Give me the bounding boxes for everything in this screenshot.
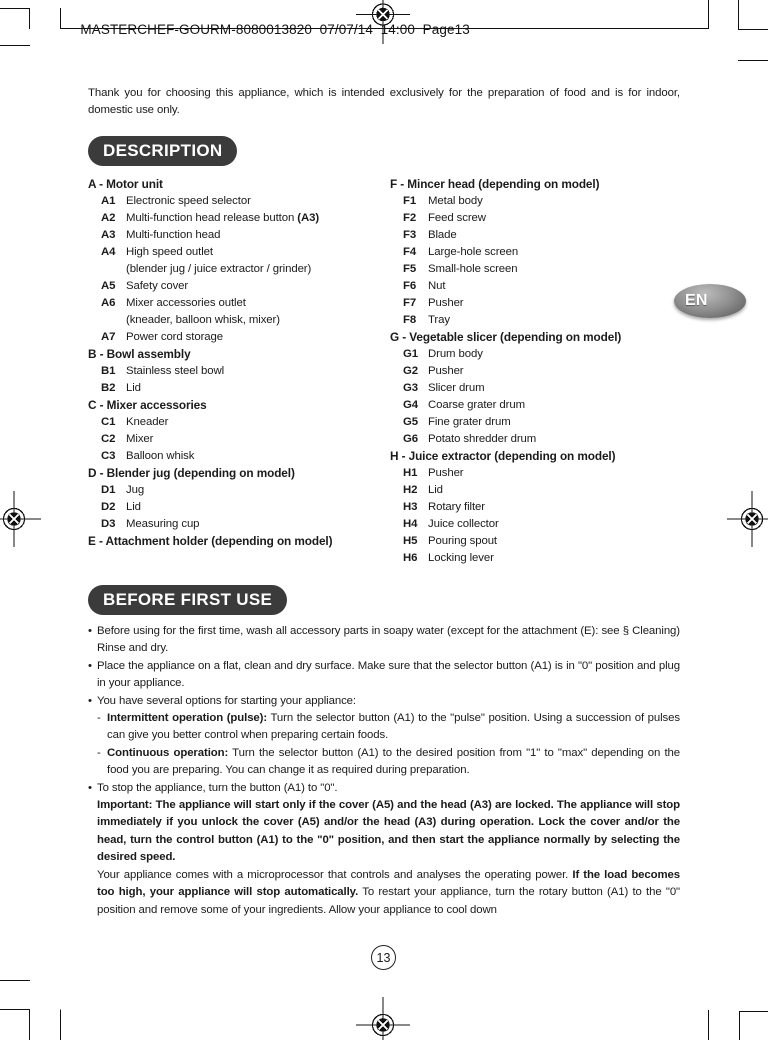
parts-item [88, 380, 390, 397]
parts-item-label: Electronic speed selector [126, 195, 251, 207]
parts-item-label: Mixer [126, 433, 154, 445]
parts-item-number: H5 [403, 535, 418, 547]
parts-item-number: A2 [101, 212, 116, 224]
parts-item-label: Tray [428, 314, 450, 326]
parts-section-title: C - Mixer accessories [88, 398, 207, 412]
parts-item-number: A5 [101, 280, 116, 292]
instructions [88, 623, 680, 919]
parts-item-label: Coarse grater drum [428, 399, 525, 411]
parts-section-title: A - Motor unit [88, 177, 163, 191]
registration-mark-icon [727, 491, 768, 547]
parts-item-number: G2 [403, 365, 418, 377]
parts-item-label: Pusher [428, 297, 464, 309]
parts-item [390, 295, 688, 312]
instruction-paragraph [88, 780, 680, 797]
parts-item-number: B1 [101, 365, 116, 377]
instruction-paragraph [97, 745, 680, 780]
parts-item [390, 533, 688, 550]
bullet-marker: - [97, 746, 101, 759]
instruction-text: To stop the appliance, turn the button (A1) to "0". [97, 781, 338, 794]
parts-item-number: D1 [101, 484, 116, 496]
instruction-text: Before using for the first time, wash all accessory parts in soapy water (except for the attachment (E): see § Cleaning) Rinse and dry. [97, 625, 680, 655]
parts-item [88, 516, 390, 533]
parts-item [390, 482, 688, 499]
parts-item-label: Lid [126, 501, 141, 513]
parts-item [88, 431, 390, 448]
parts-item-number: A1 [101, 195, 116, 207]
parts-item [390, 193, 688, 210]
parts-item-number: H2 [403, 484, 418, 496]
parts-item-number: D3 [101, 518, 116, 530]
parts-item [390, 278, 688, 295]
bullet-marker: • [88, 625, 92, 637]
parts-section-title: D - Blender jug (depending on model) [88, 466, 295, 480]
parts-item [88, 244, 390, 278]
parts-item-number: G3 [403, 382, 418, 394]
parts-column-right [390, 176, 688, 567]
instruction-text: Continuous operation: Turn the selector button (A1) to the desired position from "1" to "max" depending on the food you are preparing. You can change it as required during preparation. [107, 746, 680, 777]
parts-item [390, 550, 688, 567]
parts-item-label: Safety cover [126, 280, 189, 292]
parts-item-number: A7 [101, 331, 116, 343]
parts-item-label: Mixer accessories outlet (kneader, balloon whisk, mixer) [126, 297, 390, 329]
parts-item-number: H4 [403, 518, 418, 530]
section-heading-before-first-use [88, 585, 287, 615]
parts-item [88, 448, 390, 465]
parts-section-title: B - Bowl assembly [88, 347, 191, 361]
parts-item-number: A6 [101, 297, 116, 309]
parts-item [390, 414, 688, 431]
instruction-text: Your appliance comes with a microprocessor that controls and analyses the operating power. If the load becomes too high, your appliance will stop automatically. To restart your appliance, turn the rotary button (A1) to the "0" position and remove some of your ingredients. Allow your appliance to cool down [97, 868, 681, 916]
parts-item-label: Nut [428, 280, 446, 292]
parts-item-label: Juice collector [428, 518, 499, 530]
parts-item-number: B2 [101, 382, 116, 394]
parts-item-number: G4 [403, 399, 418, 411]
language-badge-label: EN [685, 292, 708, 309]
registration-mark-icon [0, 491, 41, 547]
parts-item [390, 499, 688, 516]
parts-item [390, 261, 688, 278]
parts-item-number: C1 [101, 416, 116, 428]
instruction-text: Important: The appliance will start only if the cover (A5) and the head (A3) are locked. The appliance will stop immediately if you unlock the cover (A5) and/or the head (A3) during operation. Lock the cover and/or the head, turn the control button (A1) to the "0" position, and then start the appliance normally by selecting the desired speed. [97, 799, 680, 864]
parts-item-number: D2 [101, 501, 116, 513]
section-heading-label: BEFORE FIRST USE [103, 590, 273, 609]
parts-item-label: Feed screw [428, 212, 486, 224]
page-number-badge [371, 945, 396, 970]
parts-item-label: Locking lever [428, 552, 494, 564]
parts-item-label: Lid [126, 382, 141, 394]
parts-item [88, 414, 390, 431]
parts-item-label: Measuring cup [126, 518, 200, 530]
parts-section-title: G - Vegetable slicer (depending on model) [390, 330, 622, 344]
parts-item-label: Pouring spout [428, 535, 497, 547]
instruction-paragraph [97, 867, 680, 919]
parts-item [390, 397, 688, 414]
parts-item-label: Slicer drum [428, 382, 485, 394]
page-number-label: 13 [376, 950, 391, 965]
parts-item [390, 380, 688, 397]
parts-item-number: F2 [403, 212, 417, 224]
instruction-paragraph [88, 623, 680, 658]
parts-item-label: Pusher [428, 365, 464, 377]
parts-item-label: Lid [428, 484, 443, 496]
parts-section-title: H - Juice extractor (depending on model) [390, 449, 616, 463]
language-badge [674, 284, 746, 318]
parts-item-label: Drum body [428, 348, 483, 360]
parts-item-number: C3 [101, 450, 116, 462]
parts-item-note: (kneader, balloon whisk, mixer) [126, 314, 280, 326]
parts-item [88, 227, 390, 244]
parts-item-label: Stainless steel bowl [126, 365, 225, 377]
parts-item [88, 329, 390, 346]
bullet-marker: - [97, 712, 101, 725]
parts-item-number: F5 [403, 263, 417, 275]
parts-item [390, 312, 688, 329]
parts-item-label: Fine grater drum [428, 416, 511, 428]
instruction-paragraph [88, 693, 680, 710]
parts-item-label: Metal body [428, 195, 483, 207]
parts-item-label: Pusher [428, 467, 464, 479]
parts-item-number: H1 [403, 467, 418, 479]
parts-item-number: A4 [101, 246, 116, 258]
parts-item [88, 482, 390, 499]
registration-mark-icon [356, 997, 410, 1040]
parts-item-label: High speed outlet (blender jug / juice extractor / grinder) [126, 246, 390, 278]
parts-item-number: F8 [403, 314, 417, 326]
parts-section-title: F - Mincer head (depending on model) [390, 177, 600, 191]
section-heading-label: DESCRIPTION [103, 141, 223, 160]
parts-item-number: F4 [403, 246, 417, 258]
parts-item-label: Blade [428, 229, 457, 241]
parts-item-note: (blender jug / juice extractor / grinder) [126, 263, 312, 275]
parts-item-number: F6 [403, 280, 417, 292]
parts-item-label: Multi-function head [126, 229, 221, 241]
parts-item-label: Large-hole screen [428, 246, 519, 258]
parts-item-number: G6 [403, 433, 418, 445]
bullet-marker: • [88, 659, 92, 672]
parts-item [390, 516, 688, 533]
parts-list [88, 176, 688, 567]
instruction-paragraph [97, 710, 680, 745]
parts-item-label: Small-hole screen [428, 263, 518, 275]
parts-item-label: Rotary filter [428, 501, 485, 513]
instruction-text: You have several options for starting your appliance: [97, 694, 356, 707]
parts-column-left [88, 176, 390, 567]
parts-item [88, 278, 390, 295]
print-header-text: MASTERCHEF-GOURM-8080013820 07/07/14 14:00 Page13 [80, 22, 470, 37]
parts-item [88, 210, 390, 227]
parts-item [390, 227, 688, 244]
parts-item-number: F7 [403, 297, 417, 309]
intro-paragraph: Thank you for choosing this appliance, which is intended exclusively for the preparation of food and is for indoor, domestic use only. [88, 87, 680, 116]
parts-item-number: F3 [403, 229, 417, 241]
parts-item [390, 363, 688, 380]
parts-item [88, 363, 390, 380]
parts-item [88, 499, 390, 516]
instruction-text: Place the appliance on a flat, clean and dry surface. Make sure that the selector button (A1) is in "0" position and plug in your appliance. [97, 659, 680, 690]
parts-item-number: C2 [101, 433, 116, 445]
parts-item-label: Balloon whisk [126, 450, 195, 462]
instruction-paragraph [97, 797, 680, 867]
parts-item [390, 431, 688, 448]
parts-item-label: Potato shredder drum [428, 433, 537, 445]
print-header [65, 7, 705, 37]
parts-item-label: Multi-function head release button (A3) [126, 212, 320, 224]
parts-item [390, 244, 688, 261]
parts-item-number: G1 [403, 348, 418, 360]
instruction-text: Intermittent operation (pulse): Turn the selector button (A1) to the "pulse" position. Using a succession of pulses can give you better control when preparing certain foods. [107, 712, 680, 742]
parts-item-number: F1 [403, 195, 417, 207]
bullet-marker: • [88, 694, 92, 707]
parts-item [390, 465, 688, 482]
section-heading-description [88, 136, 237, 166]
parts-item [390, 210, 688, 227]
bullet-marker: • [88, 781, 92, 794]
parts-item [88, 295, 390, 329]
instruction-paragraph [88, 658, 680, 693]
parts-item-label: Kneader [126, 416, 169, 428]
parts-item-number: G5 [403, 416, 418, 428]
parts-item-number: H3 [403, 501, 418, 513]
parts-section-title: E - Attachment holder (depending on model) [88, 534, 333, 548]
parts-item-label: Jug [126, 484, 145, 496]
parts-item-label: Power cord storage [126, 331, 223, 343]
parts-item [88, 193, 390, 210]
parts-item [390, 346, 688, 363]
parts-item-number: A3 [101, 229, 116, 241]
parts-item-number: H6 [403, 552, 418, 564]
